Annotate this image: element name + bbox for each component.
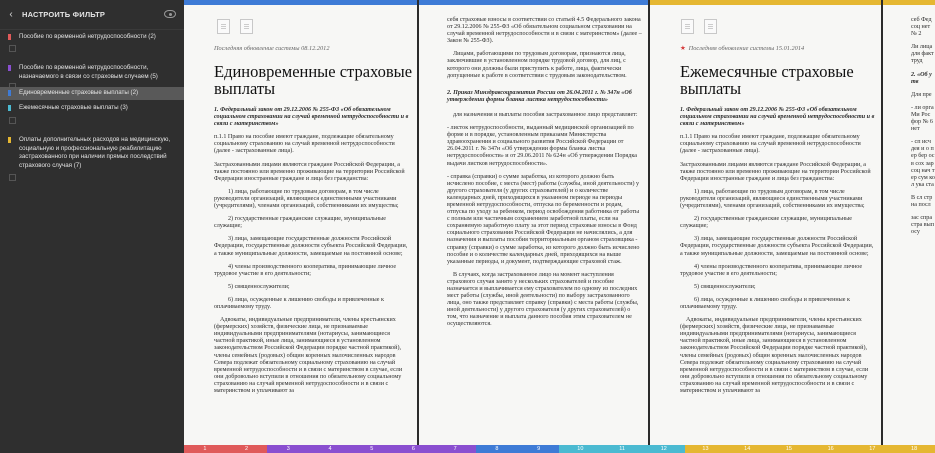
paragraph: Застрахованными лицами являются граждане Российской Федерации, а также постоянно или временно проживающие на территории Российской Федерации иностранные граждане и лица без гражданства: [214,161,405,182]
paragraph: В сл стр на посл [911,194,933,208]
filter-item-insurance-case[interactable] [0,64,184,81]
back-arrow-icon[interactable]: ‹ [9,9,13,20]
document-page-3 [650,5,881,445]
filter-item-lump-sum[interactable] [0,87,184,100]
page-number-16[interactable]: 16 [810,445,852,453]
document-page-4 [883,5,935,445]
category-color-bar [8,65,11,71]
document-body [214,107,410,401]
page-number-1[interactable]: 1 [184,445,226,453]
page-number-10[interactable]: 10 [559,445,601,453]
paragraph: - справка (справки) о сумме заработка, из которого должно быть исчислено пособие, с места (мест) работы (службы, иной деятельности) у другого страхователя (у других страхователей) и о количестве календарных дней, приходящихся в указанном периоде на периоды временной нетрудоспособности, отпуска по беременности и родам, отпуска по уходу за ребенком, период освобождения работника от работы с полным или частичным сохранением заработной платы, если на сохраняемую заработную плату за этот период страховые взносы в Фонд социального страхования Российской Федерации не начислялись, а для назначения и выплаты пособия территориальным органом страховщика - справку (справки) о сумме заработка, из которого должно быть исчислено пособие и о количестве календарных дней, приходящихся на выше указанные периоды, и документ, подтверждающие страховой стаж. [447,173,640,265]
paragraph: 2) государственные гражданские служащие, муниципальные служащие; [214,216,386,230]
last-update-text: Последняя обновление системы 15.01.2014 [688,45,805,52]
paragraph: 6) лица, осужденные к лишению свободы и привлеченные к оплачиваемому труду. [214,296,384,310]
paragraph: 2) государственные гражданские служащие, муниципальные служащие; [680,216,852,230]
document-body [680,107,876,401]
document-icon[interactable] [240,19,253,34]
page-number-2[interactable]: 2 [226,445,268,453]
page-number-7[interactable]: 7 [434,445,476,453]
expand-toggle[interactable] [9,45,16,52]
law-reference: 1. Федеральный закон от 29.12.2006 № 255-ФЗ «Об обязательном социальном страховании на случай временной нетрудоспособности и в связи с материнством» [680,107,875,128]
page-number-18[interactable]: 18 [893,445,935,453]
paragraph: В случаях, когда застрахованное лицо на момент наступления страхового случая занято у нескольких страхователей и пособие назначается и выплачивается ему страхователем по одному из последних мест работы (службы, иной деятельности) по выбору застрахованного лица, оно также представляет справку (справки) с места работы (службы, иной деятельности) у другого страхователя (у других страхователей) о том, что назначение и выплата данного пособия этим страхователем не осуществляются. [447,271,639,328]
paragraph: 5) священнослужители; [694,283,756,290]
document-page-1 [184,5,417,445]
paragraph: Для пре [911,91,932,98]
expand-toggle[interactable] [9,174,16,181]
filter-item-monthly[interactable] [0,104,184,113]
filter-header[interactable] [0,0,184,30]
star-icon[interactable]: ★ [680,45,686,52]
page-number-12[interactable]: 12 [643,445,685,453]
document-title: Единовременные страховые выплаты [214,62,413,98]
paragraph: зас спра стра вып осу [911,215,934,236]
filter-item-label: Пособие по временной нетрудоспособности (2) [19,33,156,40]
paragraph: 3) лица, замещающие государственные должности Российской Федерации, государственные должности субъекта Российской Федерации, а также муниципальные должности, замещаемые на постоянной основе; [680,236,874,257]
page-number-3[interactable]: 3 [267,445,309,453]
page-number-11[interactable]: 11 [601,445,643,453]
document-icon[interactable] [217,19,230,34]
filter-item-label: Пособие по временной нетрудоспособности, назначаемого в связи со страховым случаем (5) [19,64,158,80]
category-color-bar [8,105,11,111]
paragraph: - сп исч дея и о пер бер осв сох зар соц нач тер сум кол ука ста [911,139,935,188]
category-color-bar [8,137,11,143]
paragraph: Ли лица для факт труд [911,44,934,65]
paragraph: - листок нетрудоспособности, выданный медицинской организацией по форме и в порядке, установленным приказами Министерства здравоохранения и социального развития Российской Федерации от 26.04.2011 г. № 347н «Об утверждении формы бланка листка нетрудоспособности» и от 29.06.2011 № 624н «Об утверждении Порядка выдачи листков нетрудоспособности». [447,125,637,167]
page-navigation-bar [184,445,935,453]
paragraph: 1) лица, работающие по трудовым договорам, в том числе руководители организаций, являющиеся единственными участниками (учредителями), членами организаций, собственниками их имущества; [214,188,399,210]
page-number-8[interactable]: 8 [476,445,518,453]
paragraph: - ли орга Ми Рос фор № 6 нет [911,104,934,133]
last-update [680,45,804,52]
category-color-bar [8,34,11,40]
paragraph: 4) члены производственного кооператива, принимающие личное трудовое участие в его деятельности; [214,263,397,277]
page-number-15[interactable]: 15 [768,445,810,453]
law-reference: 1. Федеральный закон от 29.12.2006 № 255-ФЗ «Об обязательном социальном страховании на случай временной нетрудоспособности и в связи с материнством» [214,107,409,128]
page-number-13[interactable]: 13 [685,445,727,453]
paragraph: для назначения и выплаты пособия застрахованное лицо представляет: [453,111,638,118]
page-number-17[interactable]: 17 [852,445,894,453]
document-page-2 [419,5,648,445]
page-number-14[interactable]: 14 [726,445,768,453]
paragraph: себ Фед соц нет № 2 [911,17,932,38]
filter-sidebar [0,0,184,453]
page-number-6[interactable]: 6 [393,445,435,453]
document-title: Ежемесячные страховые выплаты [680,62,854,98]
expand-toggle[interactable] [9,117,16,124]
page-number-5[interactable]: 5 [351,445,393,453]
law-reference: 2. Приказ Минздравсоцразвития России от 26.04.2011 г. № 347н «Об утверждении формы бланка листка нетрудоспособности» [447,89,632,103]
filter-title: НАСТРОИТЬ ФИЛЬТР [22,10,106,19]
eye-icon[interactable] [164,10,176,18]
filter-item-rehabilitation[interactable] [0,136,184,170]
paragraph: себя страховые взносы в соответствии со статьей 4.5 Федерального закона от 29.12.2006 № 255-ФЗ «Об обязательном социальном страховании на случай временной нетрудоспособности и в связи с материнством» (далее – Закон № 255-ФЗ). [447,17,642,45]
document-body [447,17,642,335]
paragraph: п.1.1 Право на пособие имеют граждане, подлежащие обязательному социальному страхованию на случай временной нетрудоспособности (далее - застрахованные лица). [214,134,395,155]
document-icon[interactable] [681,19,694,34]
paragraph: 5) священнослужители; [228,283,290,290]
law-reference: 2. «Об утв [911,71,932,85]
last-update: Последняя обновление системы 08.12.2012 [214,45,330,52]
paragraph: Адвокаты, индивидуальные предприниматели, члены крестьянских (фермерских) хозяйств, физические лица, не признаваемые индивидуальными предпринимателями (нотариусы, занимающиеся частной практикой, иные лица, занимающиеся в установленном законодательством Российской Федерации порядке частной практикой), члены семейных (родовых) общин коренных малочисленных народов Севера подлежат обязательному социальному страхованию на случай временной нетрудоспособности и в связи с материнством в случае, если они добровольно вступили в отношения по обязательному социальному страхованию на случай временной нетрудоспособности и в связи с материнством и уплачивают за [214,317,403,394]
document-icon[interactable] [704,19,717,34]
paragraph: Адвокаты, индивидуальные предприниматели, члены крестьянских (фермерских) хозяйств, физические лица, не признаваемые индивидуальными предпринимателями (нотариусы, занимающиеся частной практикой, иные лица, занимающиеся в установленном законодательством Российской Федерации порядке частной практикой), члены семейных (родовых) общин коренных малочисленных народов Севера подлежат обязательному социальному страхованию на случай временной нетрудоспособности и в связи с материнством в случае, если они добровольно вступили в отношения по обязательному социальному страхованию на случай временной нетрудоспособности и в связи с материнством и уплачивают за [680,317,869,394]
filter-item-sick-leave[interactable] [0,33,184,42]
filter-item-label: Ежемесячные страховые выплаты (3) [19,104,128,111]
filter-item-label: Единовременные страховые выплаты (2) [19,89,139,96]
paragraph: п.1.1 Право на пособие имеют граждане, подлежащие обязательному социальному страхованию на случай временной нетрудоспособности (далее - застрахованные лица). [680,134,861,155]
paragraph: 6) лица, осужденные к лишению свободы и привлеченные к оплачиваемому труду. [680,296,850,310]
filter-item-label: Оплаты дополнительных расходов на медицинскую, социальную и профессиональную реабилитацию застрахованного при наличии прямых последствий страхового случая (7) [19,136,171,169]
paragraph: 3) лица, замещающие государственные должности Российской Федерации, государственные должности субъекта Российской Федерации, а также муниципальные должности, замещаемые на постоянной основе; [214,236,408,257]
paragraph: 1) лица, работающие по трудовым договорам, в том числе руководители организаций, являющиеся единственными участниками (учредителями), членами организаций, собственниками их имущества; [680,188,865,210]
category-color-bar [8,90,11,96]
paragraph: Застрахованными лицами являются граждане Российской Федерации, а также постоянно или временно проживающие на территории Российской Федерации иностранные граждане и лица без гражданства: [680,161,871,182]
paragraph: Лицами, работающими по трудовым договорам, признаются лица, заключившие в установленном порядке трудовой договор, для лиц, с которого они должны были приступить к работе, лица, фактически допущенные к работе в соответствии с трудовым законодательством. [447,51,627,79]
paragraph: 4) члены производственного кооператива, принимающие личное трудовое участие в его деятельности; [680,263,863,277]
document-body [911,17,935,242]
page-number-9[interactable]: 9 [518,445,560,453]
page-number-4[interactable]: 4 [309,445,351,453]
